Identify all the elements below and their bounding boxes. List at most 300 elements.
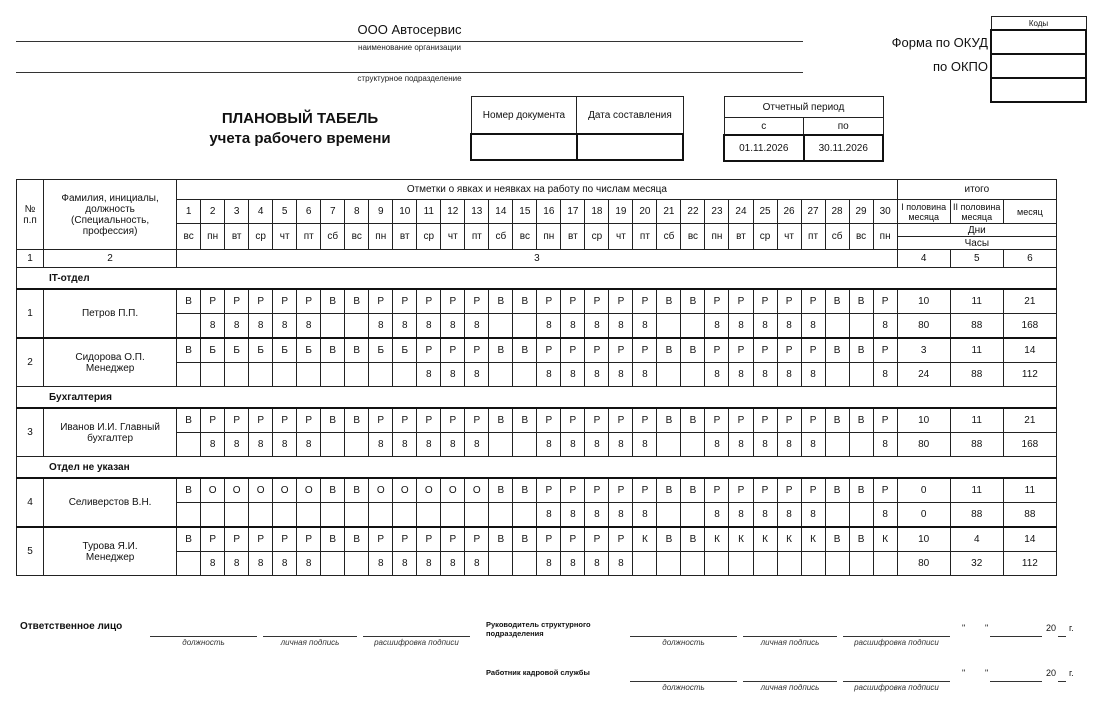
day-hours-cell[interactable] (417, 503, 441, 528)
day-mark-cell[interactable]: Б (273, 338, 297, 363)
day-hours-cell[interactable] (705, 552, 729, 576)
day-hours-cell[interactable]: 8 (537, 433, 561, 457)
day-hours-cell[interactable] (489, 433, 513, 457)
day-hours-cell[interactable]: 8 (777, 503, 801, 528)
day-hours-cell[interactable]: 8 (441, 314, 465, 339)
day-mark-cell[interactable]: Р (753, 408, 777, 433)
day-hours-cell[interactable]: 8 (537, 314, 561, 339)
day-hours-cell[interactable] (513, 503, 537, 528)
day-mark-cell[interactable]: Р (873, 289, 897, 314)
day-mark-cell[interactable]: Р (777, 408, 801, 433)
day-mark-cell[interactable]: В (177, 338, 201, 363)
day-mark-cell[interactable]: В (657, 478, 681, 503)
day-hours-cell[interactable] (177, 552, 201, 576)
day-hours-cell[interactable] (657, 363, 681, 387)
day-hours-cell[interactable] (489, 552, 513, 576)
day-mark-cell[interactable]: В (825, 527, 849, 552)
day-mark-cell[interactable]: В (489, 527, 513, 552)
day-mark-cell[interactable]: О (297, 478, 321, 503)
day-mark-cell[interactable]: В (345, 338, 369, 363)
day-mark-cell[interactable]: В (849, 289, 873, 314)
day-hours-cell[interactable]: 8 (801, 363, 825, 387)
day-hours-cell[interactable]: 8 (753, 433, 777, 457)
day-mark-cell[interactable]: Р (801, 289, 825, 314)
day-mark-cell[interactable]: Р (609, 527, 633, 552)
day-mark-cell[interactable]: Р (441, 527, 465, 552)
day-mark-cell[interactable]: В (321, 338, 345, 363)
day-hours-cell[interactable]: 8 (729, 314, 753, 339)
day-hours-cell[interactable]: 8 (705, 503, 729, 528)
day-hours-cell[interactable] (849, 552, 873, 576)
day-mark-cell[interactable]: Р (537, 478, 561, 503)
day-hours-cell[interactable]: 8 (225, 433, 249, 457)
day-mark-cell[interactable]: В (849, 527, 873, 552)
day-hours-cell[interactable] (201, 503, 225, 528)
day-mark-cell[interactable]: В (345, 408, 369, 433)
day-hours-cell[interactable]: 8 (609, 503, 633, 528)
day-hours-cell[interactable]: 8 (393, 314, 417, 339)
day-mark-cell[interactable]: Р (705, 408, 729, 433)
day-hours-cell[interactable] (393, 363, 417, 387)
day-mark-cell[interactable]: В (825, 338, 849, 363)
day-hours-cell[interactable] (201, 363, 225, 387)
day-hours-cell[interactable]: 8 (561, 314, 585, 339)
day-hours-cell[interactable]: 8 (273, 433, 297, 457)
day-hours-cell[interactable] (225, 503, 249, 528)
day-hours-cell[interactable] (345, 503, 369, 528)
day-mark-cell[interactable]: Р (633, 338, 657, 363)
day-hours-cell[interactable]: 8 (417, 552, 441, 576)
day-mark-cell[interactable]: В (177, 527, 201, 552)
day-hours-cell[interactable]: 8 (225, 314, 249, 339)
day-mark-cell[interactable]: В (681, 527, 705, 552)
day-mark-cell[interactable]: Р (729, 408, 753, 433)
day-hours-cell[interactable] (849, 503, 873, 528)
day-mark-cell[interactable]: Р (705, 289, 729, 314)
day-hours-cell[interactable]: 8 (585, 433, 609, 457)
day-hours-cell[interactable]: 8 (633, 363, 657, 387)
day-mark-cell[interactable]: Р (249, 289, 273, 314)
day-mark-cell[interactable]: В (513, 408, 537, 433)
day-hours-cell[interactable]: 8 (729, 433, 753, 457)
day-hours-cell[interactable] (441, 503, 465, 528)
day-mark-cell[interactable]: Б (201, 338, 225, 363)
day-hours-cell[interactable]: 8 (441, 552, 465, 576)
day-hours-cell[interactable]: 8 (417, 314, 441, 339)
day-mark-cell[interactable]: Р (465, 527, 489, 552)
day-mark-cell[interactable]: Б (297, 338, 321, 363)
day-hours-cell[interactable]: 8 (561, 363, 585, 387)
day-hours-cell[interactable] (849, 433, 873, 457)
day-mark-cell[interactable]: Р (729, 478, 753, 503)
day-mark-cell[interactable]: Р (465, 289, 489, 314)
day-mark-cell[interactable]: В (681, 408, 705, 433)
day-hours-cell[interactable]: 8 (297, 552, 321, 576)
day-mark-cell[interactable]: Р (609, 478, 633, 503)
day-hours-cell[interactable] (489, 363, 513, 387)
day-hours-cell[interactable] (681, 314, 705, 339)
day-mark-cell[interactable]: Р (753, 289, 777, 314)
day-mark-cell[interactable]: Р (753, 478, 777, 503)
day-hours-cell[interactable] (345, 552, 369, 576)
day-mark-cell[interactable]: Р (561, 338, 585, 363)
day-hours-cell[interactable]: 8 (249, 314, 273, 339)
day-mark-cell[interactable]: Р (705, 338, 729, 363)
day-hours-cell[interactable]: 8 (297, 433, 321, 457)
day-mark-cell[interactable]: В (345, 289, 369, 314)
day-hours-cell[interactable]: 8 (609, 314, 633, 339)
day-hours-cell[interactable] (321, 503, 345, 528)
day-hours-cell[interactable]: 8 (249, 433, 273, 457)
day-mark-cell[interactable]: Р (393, 408, 417, 433)
day-mark-cell[interactable]: Р (633, 289, 657, 314)
day-mark-cell[interactable]: Р (417, 527, 441, 552)
day-hours-cell[interactable]: 8 (633, 314, 657, 339)
day-hours-cell[interactable] (849, 363, 873, 387)
day-mark-cell[interactable]: Р (561, 478, 585, 503)
day-hours-cell[interactable] (873, 552, 897, 576)
day-mark-cell[interactable]: Р (369, 408, 393, 433)
day-mark-cell[interactable]: Р (777, 289, 801, 314)
day-mark-cell[interactable]: Р (393, 289, 417, 314)
day-mark-cell[interactable]: В (321, 289, 345, 314)
day-hours-cell[interactable] (273, 503, 297, 528)
day-mark-cell[interactable]: Р (561, 527, 585, 552)
day-hours-cell[interactable]: 8 (465, 552, 489, 576)
day-hours-cell[interactable]: 8 (633, 433, 657, 457)
day-hours-cell[interactable] (657, 503, 681, 528)
doc-number-value[interactable] (471, 134, 577, 160)
day-mark-cell[interactable]: Р (297, 289, 321, 314)
day-hours-cell[interactable] (345, 363, 369, 387)
day-hours-cell[interactable]: 8 (537, 503, 561, 528)
day-hours-cell[interactable] (657, 433, 681, 457)
doc-date-value[interactable] (577, 134, 683, 160)
day-hours-cell[interactable]: 8 (777, 363, 801, 387)
day-hours-cell[interactable]: 8 (633, 503, 657, 528)
day-hours-cell[interactable] (489, 314, 513, 339)
day-hours-cell[interactable]: 8 (753, 503, 777, 528)
day-mark-cell[interactable]: Р (633, 408, 657, 433)
day-mark-cell[interactable]: Р (753, 338, 777, 363)
day-mark-cell[interactable]: О (441, 478, 465, 503)
day-mark-cell[interactable]: Р (633, 478, 657, 503)
day-hours-cell[interactable]: 8 (561, 433, 585, 457)
day-hours-cell[interactable]: 8 (201, 433, 225, 457)
day-mark-cell[interactable]: Р (729, 289, 753, 314)
day-mark-cell[interactable]: В (657, 527, 681, 552)
day-hours-cell[interactable] (513, 314, 537, 339)
day-mark-cell[interactable]: Р (417, 408, 441, 433)
day-hours-cell[interactable]: 8 (417, 433, 441, 457)
day-mark-cell[interactable]: К (729, 527, 753, 552)
day-hours-cell[interactable]: 8 (201, 552, 225, 576)
day-hours-cell[interactable] (825, 363, 849, 387)
day-mark-cell[interactable]: В (681, 478, 705, 503)
day-hours-cell[interactable]: 8 (729, 363, 753, 387)
day-hours-cell[interactable]: 8 (705, 314, 729, 339)
day-hours-cell[interactable]: 8 (609, 552, 633, 576)
day-mark-cell[interactable]: В (489, 289, 513, 314)
day-hours-cell[interactable]: 8 (273, 314, 297, 339)
day-mark-cell[interactable]: В (489, 338, 513, 363)
day-mark-cell[interactable]: В (657, 289, 681, 314)
day-hours-cell[interactable] (225, 363, 249, 387)
day-hours-cell[interactable]: 8 (465, 314, 489, 339)
day-hours-cell[interactable]: 8 (561, 552, 585, 576)
day-mark-cell[interactable]: Р (297, 527, 321, 552)
day-mark-cell[interactable]: О (369, 478, 393, 503)
day-mark-cell[interactable]: В (657, 408, 681, 433)
day-hours-cell[interactable]: 8 (801, 433, 825, 457)
day-mark-cell[interactable]: Р (609, 338, 633, 363)
day-mark-cell[interactable]: Р (201, 527, 225, 552)
day-hours-cell[interactable]: 8 (417, 363, 441, 387)
day-mark-cell[interactable]: В (849, 478, 873, 503)
day-hours-cell[interactable] (681, 552, 705, 576)
period-from-value[interactable]: 01.11.2026 (724, 135, 804, 161)
day-hours-cell[interactable]: 8 (201, 314, 225, 339)
day-mark-cell[interactable]: Р (441, 408, 465, 433)
okpo-code-cell[interactable] (991, 54, 1086, 78)
day-hours-cell[interactable] (297, 503, 321, 528)
day-hours-cell[interactable] (825, 552, 849, 576)
day-hours-cell[interactable] (825, 503, 849, 528)
day-mark-cell[interactable]: В (177, 408, 201, 433)
day-hours-cell[interactable]: 8 (585, 552, 609, 576)
day-mark-cell[interactable]: Р (297, 408, 321, 433)
day-hours-cell[interactable] (249, 363, 273, 387)
day-hours-cell[interactable] (777, 552, 801, 576)
day-mark-cell[interactable]: Р (537, 527, 561, 552)
day-hours-cell[interactable] (345, 433, 369, 457)
day-mark-cell[interactable]: В (489, 408, 513, 433)
day-hours-cell[interactable] (681, 363, 705, 387)
day-hours-cell[interactable] (825, 433, 849, 457)
day-hours-cell[interactable]: 8 (369, 433, 393, 457)
day-mark-cell[interactable]: Р (561, 408, 585, 433)
day-hours-cell[interactable] (321, 363, 345, 387)
day-mark-cell[interactable]: Р (249, 527, 273, 552)
day-mark-cell[interactable]: Р (465, 408, 489, 433)
day-hours-cell[interactable] (177, 433, 201, 457)
day-hours-cell[interactable]: 8 (225, 552, 249, 576)
day-mark-cell[interactable]: О (201, 478, 225, 503)
day-mark-cell[interactable]: Р (585, 408, 609, 433)
day-mark-cell[interactable]: В (321, 408, 345, 433)
day-hours-cell[interactable]: 8 (393, 433, 417, 457)
day-hours-cell[interactable] (633, 552, 657, 576)
day-mark-cell[interactable]: Р (705, 478, 729, 503)
day-hours-cell[interactable]: 8 (777, 433, 801, 457)
day-mark-cell[interactable]: Б (369, 338, 393, 363)
day-hours-cell[interactable] (177, 314, 201, 339)
day-mark-cell[interactable]: Р (537, 338, 561, 363)
day-mark-cell[interactable]: В (825, 289, 849, 314)
day-mark-cell[interactable]: К (801, 527, 825, 552)
day-mark-cell[interactable]: Р (465, 338, 489, 363)
day-hours-cell[interactable] (657, 552, 681, 576)
day-mark-cell[interactable]: О (465, 478, 489, 503)
day-hours-cell[interactable] (321, 433, 345, 457)
day-hours-cell[interactable]: 8 (441, 433, 465, 457)
day-mark-cell[interactable]: Р (369, 527, 393, 552)
day-hours-cell[interactable]: 8 (753, 363, 777, 387)
day-hours-cell[interactable]: 8 (369, 552, 393, 576)
day-hours-cell[interactable] (177, 363, 201, 387)
period-to-value[interactable]: 30.11.2026 (804, 135, 884, 161)
day-mark-cell[interactable]: В (345, 527, 369, 552)
day-hours-cell[interactable] (513, 433, 537, 457)
day-mark-cell[interactable]: Р (585, 527, 609, 552)
extra-code-cell[interactable] (991, 78, 1086, 102)
day-hours-cell[interactable]: 8 (465, 363, 489, 387)
day-hours-cell[interactable]: 8 (873, 503, 897, 528)
day-hours-cell[interactable] (345, 314, 369, 339)
day-hours-cell[interactable]: 8 (561, 503, 585, 528)
day-mark-cell[interactable]: В (345, 478, 369, 503)
day-hours-cell[interactable]: 8 (777, 314, 801, 339)
day-mark-cell[interactable]: О (225, 478, 249, 503)
day-hours-cell[interactable] (465, 503, 489, 528)
day-hours-cell[interactable] (849, 314, 873, 339)
day-mark-cell[interactable]: Р (777, 478, 801, 503)
day-mark-cell[interactable]: В (849, 408, 873, 433)
day-mark-cell[interactable]: О (393, 478, 417, 503)
day-mark-cell[interactable]: Р (225, 289, 249, 314)
day-mark-cell[interactable]: В (321, 527, 345, 552)
day-mark-cell[interactable]: Р (585, 338, 609, 363)
day-mark-cell[interactable]: Р (225, 527, 249, 552)
day-mark-cell[interactable]: Р (273, 527, 297, 552)
day-mark-cell[interactable]: В (681, 338, 705, 363)
day-hours-cell[interactable]: 8 (609, 433, 633, 457)
day-hours-cell[interactable]: 8 (369, 314, 393, 339)
day-hours-cell[interactable]: 8 (705, 433, 729, 457)
day-hours-cell[interactable]: 8 (297, 314, 321, 339)
day-mark-cell[interactable]: Р (873, 408, 897, 433)
day-mark-cell[interactable]: О (273, 478, 297, 503)
day-mark-cell[interactable]: К (873, 527, 897, 552)
day-hours-cell[interactable] (369, 503, 393, 528)
day-mark-cell[interactable]: К (633, 527, 657, 552)
day-mark-cell[interactable]: Р (585, 289, 609, 314)
day-mark-cell[interactable]: Р (873, 338, 897, 363)
day-mark-cell[interactable]: Р (729, 338, 753, 363)
day-hours-cell[interactable]: 8 (873, 314, 897, 339)
day-mark-cell[interactable]: В (825, 408, 849, 433)
day-hours-cell[interactable] (249, 503, 273, 528)
day-mark-cell[interactable]: В (513, 338, 537, 363)
day-hours-cell[interactable] (369, 363, 393, 387)
day-mark-cell[interactable]: В (513, 478, 537, 503)
day-mark-cell[interactable]: Р (609, 289, 633, 314)
day-mark-cell[interactable]: В (513, 289, 537, 314)
day-hours-cell[interactable] (489, 503, 513, 528)
day-mark-cell[interactable]: Р (609, 408, 633, 433)
day-mark-cell[interactable]: Р (393, 527, 417, 552)
day-mark-cell[interactable]: Р (369, 289, 393, 314)
day-hours-cell[interactable] (513, 552, 537, 576)
day-hours-cell[interactable] (513, 363, 537, 387)
day-mark-cell[interactable]: Р (417, 338, 441, 363)
day-mark-cell[interactable]: В (177, 289, 201, 314)
day-mark-cell[interactable]: Р (273, 289, 297, 314)
day-mark-cell[interactable]: Р (225, 408, 249, 433)
day-hours-cell[interactable]: 8 (441, 363, 465, 387)
day-hours-cell[interactable]: 8 (465, 433, 489, 457)
day-hours-cell[interactable] (273, 363, 297, 387)
day-mark-cell[interactable]: Б (393, 338, 417, 363)
day-mark-cell[interactable]: В (825, 478, 849, 503)
day-hours-cell[interactable]: 8 (393, 552, 417, 576)
day-hours-cell[interactable] (681, 503, 705, 528)
day-mark-cell[interactable]: В (681, 289, 705, 314)
day-mark-cell[interactable]: К (753, 527, 777, 552)
day-mark-cell[interactable]: В (177, 478, 201, 503)
day-mark-cell[interactable]: О (249, 478, 273, 503)
day-hours-cell[interactable]: 8 (537, 363, 561, 387)
day-mark-cell[interactable]: Р (201, 289, 225, 314)
day-hours-cell[interactable] (657, 314, 681, 339)
day-mark-cell[interactable]: Б (225, 338, 249, 363)
day-hours-cell[interactable]: 8 (753, 314, 777, 339)
day-hours-cell[interactable]: 8 (585, 363, 609, 387)
day-mark-cell[interactable]: Р (777, 338, 801, 363)
day-hours-cell[interactable] (177, 503, 201, 528)
day-hours-cell[interactable]: 8 (585, 314, 609, 339)
day-mark-cell[interactable]: Р (441, 338, 465, 363)
day-mark-cell[interactable]: В (513, 527, 537, 552)
day-hours-cell[interactable]: 8 (249, 552, 273, 576)
day-hours-cell[interactable]: 8 (801, 314, 825, 339)
day-hours-cell[interactable] (297, 363, 321, 387)
day-hours-cell[interactable] (681, 433, 705, 457)
day-mark-cell[interactable]: Б (249, 338, 273, 363)
day-hours-cell[interactable]: 8 (537, 552, 561, 576)
day-mark-cell[interactable]: В (849, 338, 873, 363)
day-hours-cell[interactable]: 8 (873, 433, 897, 457)
day-hours-cell[interactable]: 8 (873, 363, 897, 387)
day-mark-cell[interactable]: Р (417, 289, 441, 314)
day-mark-cell[interactable]: Р (537, 408, 561, 433)
day-hours-cell[interactable]: 8 (705, 363, 729, 387)
day-mark-cell[interactable]: В (321, 478, 345, 503)
day-mark-cell[interactable]: Р (585, 478, 609, 503)
day-mark-cell[interactable]: Р (801, 478, 825, 503)
day-mark-cell[interactable]: Р (249, 408, 273, 433)
day-mark-cell[interactable]: Р (273, 408, 297, 433)
day-mark-cell[interactable]: Р (801, 408, 825, 433)
day-hours-cell[interactable]: 8 (585, 503, 609, 528)
day-mark-cell[interactable]: О (417, 478, 441, 503)
day-hours-cell[interactable] (801, 552, 825, 576)
day-mark-cell[interactable]: Р (537, 289, 561, 314)
okud-code-cell[interactable] (991, 30, 1086, 54)
day-hours-cell[interactable] (321, 552, 345, 576)
day-mark-cell[interactable]: К (705, 527, 729, 552)
day-hours-cell[interactable]: 8 (273, 552, 297, 576)
day-mark-cell[interactable]: Р (801, 338, 825, 363)
day-mark-cell[interactable]: Р (201, 408, 225, 433)
day-hours-cell[interactable] (393, 503, 417, 528)
day-hours-cell[interactable] (753, 552, 777, 576)
day-hours-cell[interactable]: 8 (729, 503, 753, 528)
day-mark-cell[interactable]: Р (441, 289, 465, 314)
day-hours-cell[interactable] (729, 552, 753, 576)
day-hours-cell[interactable]: 8 (801, 503, 825, 528)
day-hours-cell[interactable]: 8 (609, 363, 633, 387)
